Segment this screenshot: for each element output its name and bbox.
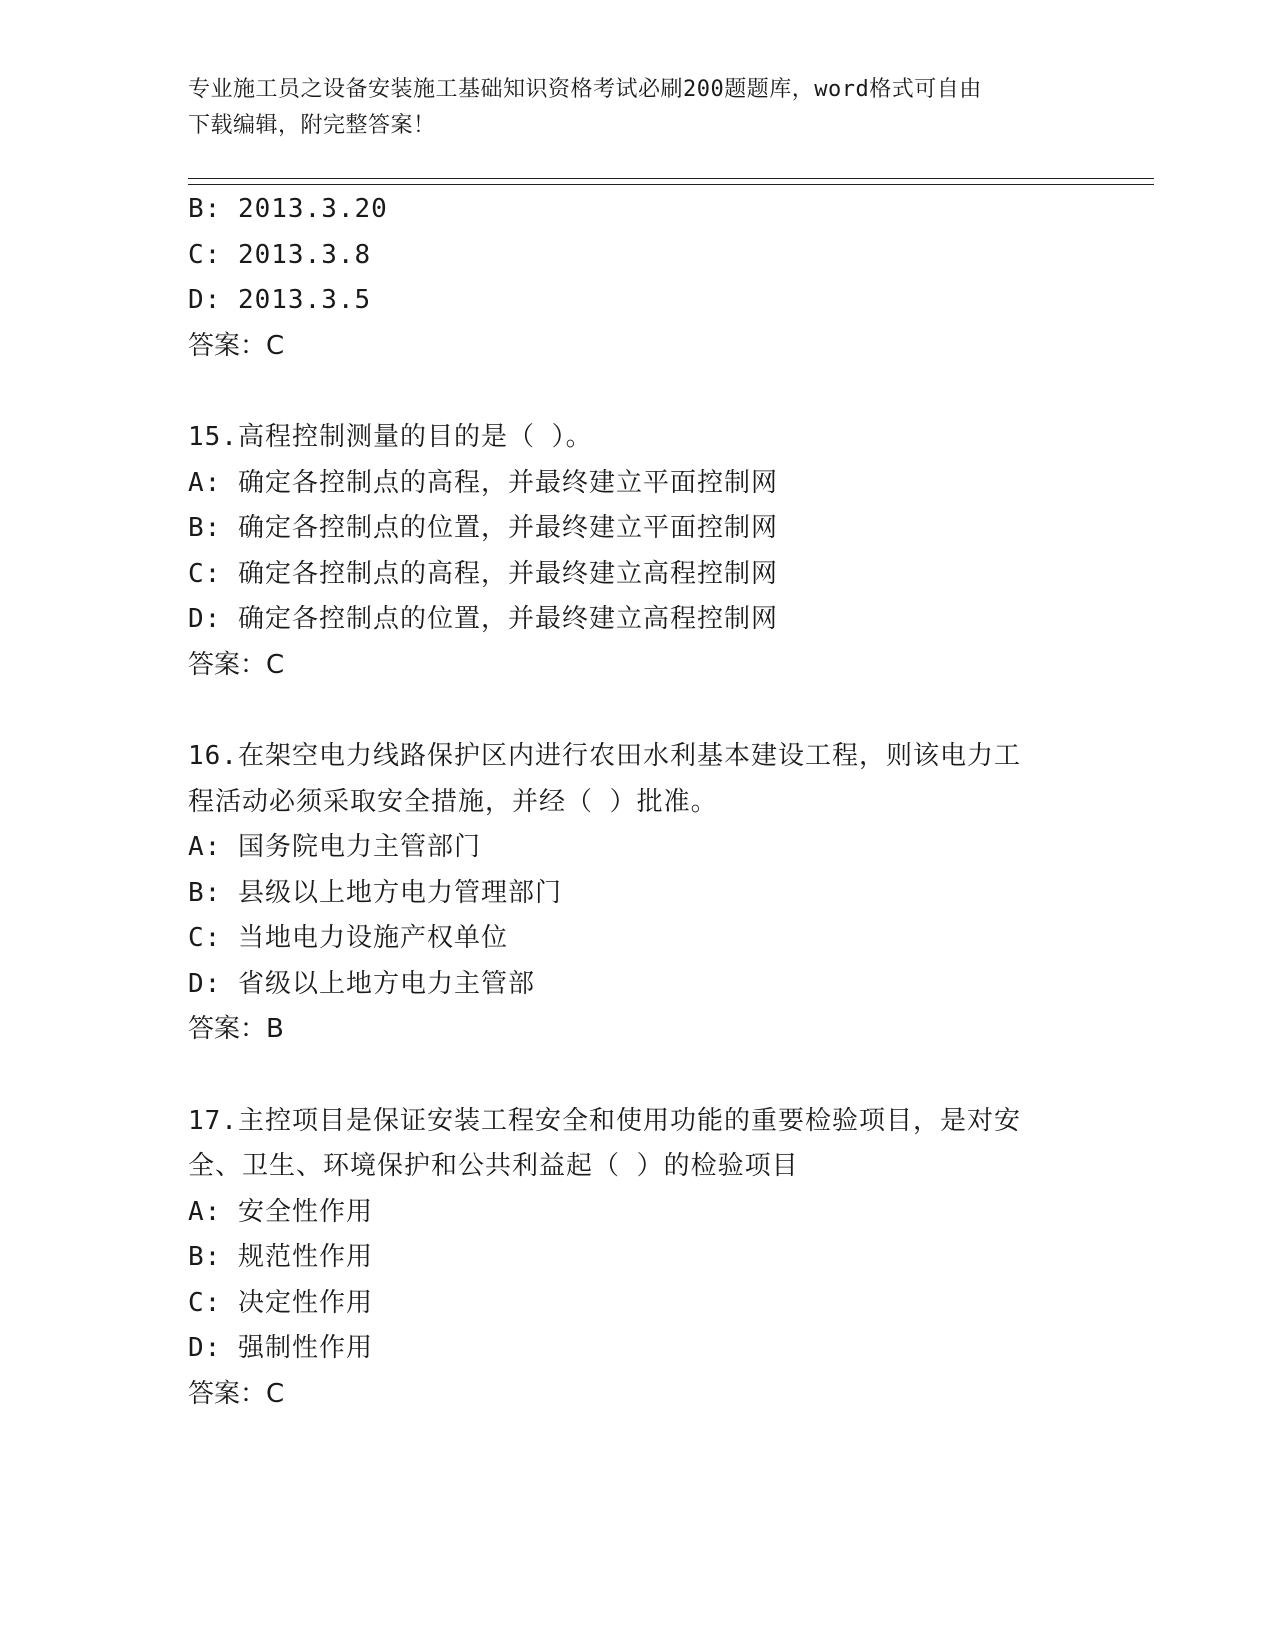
option-d: D: 确定各控制点的位置，并最终建立高程控制网 [188,604,778,634]
option-d: D: 省级以上地方电力主管部 [188,968,535,999]
answer-line: 答案：B [188,1014,284,1044]
question-stem-line-2: 全、卫生、环境保护和公共利益起（ ）的检验项目 [188,1151,799,1181]
option-c: C: 确定各控制点的高程，并最终建立高程控制网 [188,558,778,589]
option-d: D: 2013.3.5 [188,285,372,315]
option-b: B: 规范性作用 [188,1242,373,1272]
option-c: C: 当地电力设施产权单位 [188,923,508,953]
option-a: A: 确定各控制点的高程，并最终建立平面控制网 [188,467,778,498]
option-d: D: 强制性作用 [188,1333,373,1363]
option-b: B: 2013.3.20 [188,194,388,224]
question-stem-line-2: 程活动必须采取安全措施，并经（ ）批准。 [188,786,718,817]
document-body [188,187,1108,1417]
option-b: B: 县级以上地方电力管理部门 [188,877,562,908]
option-c: C: 决定性作用 [188,1287,373,1318]
answer-line: 答案：C [188,1378,285,1409]
answer-line: 答案：C [188,330,285,361]
option-a: A: 安全性作用 [188,1196,373,1227]
option-c: C: 2013.3.8 [188,239,372,270]
option-a: A: 国务院电力主管部门 [188,832,481,862]
header-divider [188,178,1154,185]
question-stem: 15.高程控制测量的目的是（ ）。 [188,422,593,452]
question-14-tail [188,187,1108,369]
header-line-2: 下载编辑，附完整答案！ [188,113,436,138]
question-stem-line-1: 16.在架空电力线路保护区内进行农田水利基本建设工程，则该电力工 [188,741,1021,771]
option-b: B: 确定各控制点的位置，并最终建立平面控制网 [188,513,778,543]
page-header [188,72,1068,144]
question-17 [188,1099,1108,1418]
question-16 [188,734,1108,1053]
header-line-1: 专业施工员之设备安装施工基础知识资格考试必刷200题题库，word格式可自由 [188,77,982,102]
question-15 [188,415,1108,688]
question-stem-line-1: 17.主控项目是保证安装工程安全和使用功能的重要检验项目，是对安 [188,1105,1021,1136]
answer-line: 答案：C [188,649,285,680]
